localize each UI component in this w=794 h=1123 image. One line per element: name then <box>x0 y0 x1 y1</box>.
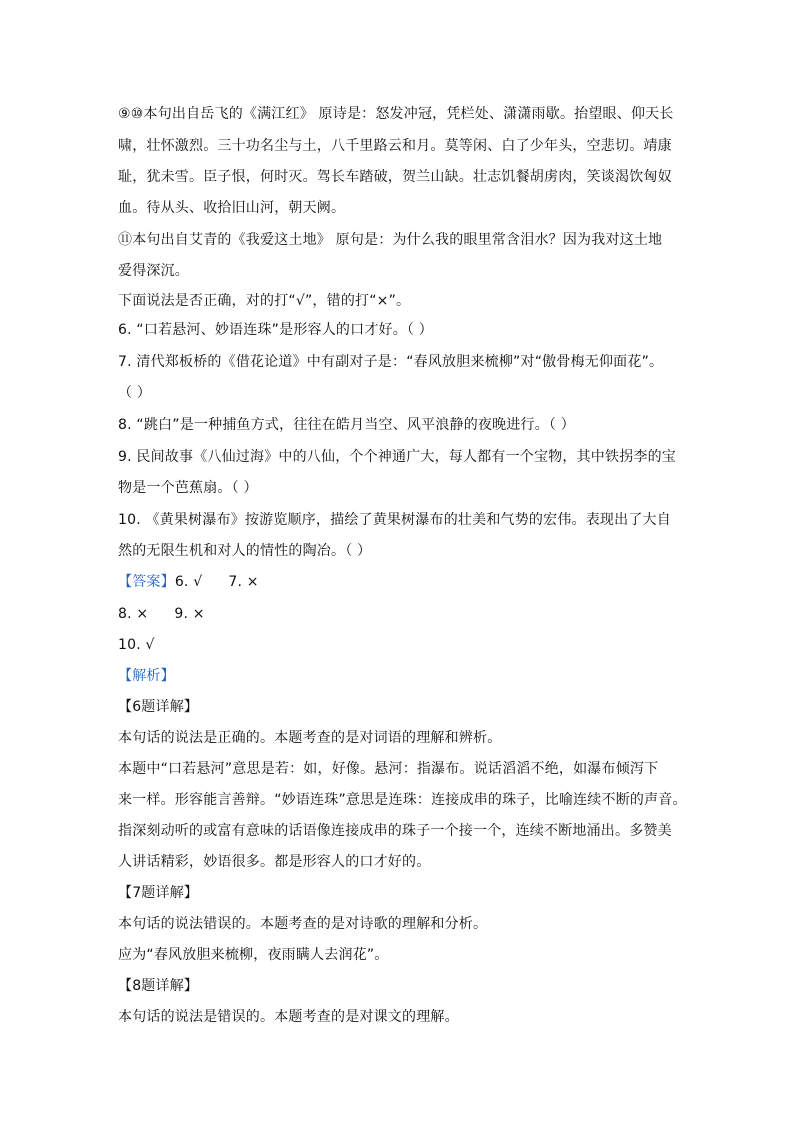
question-6: 6. “口若悬河、妙语连珠”是形容人的口才好。（ ） <box>118 322 433 338</box>
answer-9: 9. × <box>174 606 205 622</box>
question-9-line-2: 物是一个芭蕉扇。（ ） <box>118 480 258 496</box>
note-9-10-line-4: 血。待从头、收拾旧山河，朝天阙。 <box>118 200 346 216</box>
note-9-10-line-2: 啸，壮怀激烈。三十功名尘与土，八千里路云和月。莫等闲、白了少年头，空悲切。靖康 <box>118 138 672 154</box>
note-11-line-2: 爱得深沉。 <box>118 263 189 279</box>
q6-detail-line-5: 人讲话精彩，妙语很多。都是形容人的口才好的。 <box>118 854 431 870</box>
question-10-line-2: 然的无限生机和对人的情性的陶冶。（ ） <box>118 543 372 559</box>
question-7-line-2: （ ） <box>118 385 152 401</box>
q8-detail-header: 【8题详解】 <box>118 978 199 994</box>
q7-detail-line-1: 本句话的说法错误的。本题考查的是对诗歌的理解和分析。 <box>118 916 488 932</box>
instruction: 下面说法是否正确，对的打“√”，错的打“×”。 <box>118 293 411 309</box>
q7-detail-header: 【7题详解】 <box>118 885 199 901</box>
answer-label: 【答案】 <box>118 574 175 590</box>
answer-10: 10. √ <box>118 637 155 653</box>
question-8: 8. “跳白”是一种捕鱼方式，往往在皓月当空、风平浪静的夜晚进行。（ ） <box>118 417 575 433</box>
note-11-line-1: ⑪本句出自艾青的《我爱这土地》 原句是：为什么我的眼里常含泪水？因为我对这土地 <box>118 232 663 248</box>
note-9-10-line-1: ⑨⑩本句出自岳飞的《满江红》 原诗是：怒发冲冠，凭栏处、潇潇雨歇。抬望眼、仰天长 <box>118 106 674 122</box>
question-10-line-1: 10. 《黄果树瀑布》按游览顺序，描绘了黄果树瀑布的壮美和气势的宏伟。表现出了大自 <box>118 512 671 528</box>
q6-detail-line-4: 指深刻动听的或富有意味的话语像连接成串的珠子一个接一个，连续不断地涌出。多赞美 <box>118 823 672 839</box>
answer-6: 6. √ <box>174 574 203 590</box>
answer-8: 8. × <box>118 606 149 622</box>
q8-detail-line-1: 本句话的说法是错误的。本题考查的是对课文的理解。 <box>118 1009 459 1025</box>
answer-row-2 <box>118 604 205 624</box>
question-9-line-1: 9. 民间故事《八仙过海》中的八仙，个个神通广大，每人都有一个宝物，其中铁拐李的宝 <box>118 449 677 465</box>
q7-detail-line-2: 应为“春风放胆来梳柳，夜雨瞒人去润花”。 <box>118 947 389 963</box>
q6-detail-line-3: 来一样。形容能言善辩。“妙语连珠”意思是连珠：连接成串的珠子，比喻连续不断的声音。 <box>118 792 687 808</box>
analysis-label: 【解析】 <box>118 668 175 684</box>
q6-detail-header: 【6题详解】 <box>118 699 199 715</box>
answer-row-1 <box>118 572 259 592</box>
q6-detail-line-2: 本题中“口若悬河”意思是若：如，好像。悬河：指瀑布。说话滔滔不绝，如瀑布倾泻下 <box>118 761 659 777</box>
question-7-line-1: 7. 清代郑板桥的《借花论道》中有副对子是：“春风放胆来梳柳”对“傲骨梅无仰面花”。 <box>118 354 664 370</box>
q6-detail-line-1: 本句话的说法是正确的。本题考查的是对词语的理解和辨析。 <box>118 730 502 746</box>
answer-7: 7. × <box>228 574 259 590</box>
note-9-10-line-3: 耻，犹未雪。臣子恨，何时灭。驾长车踏破，贺兰山缺。壮志饥餐胡虏肉，笑谈渴饮匈奴 <box>118 169 672 185</box>
